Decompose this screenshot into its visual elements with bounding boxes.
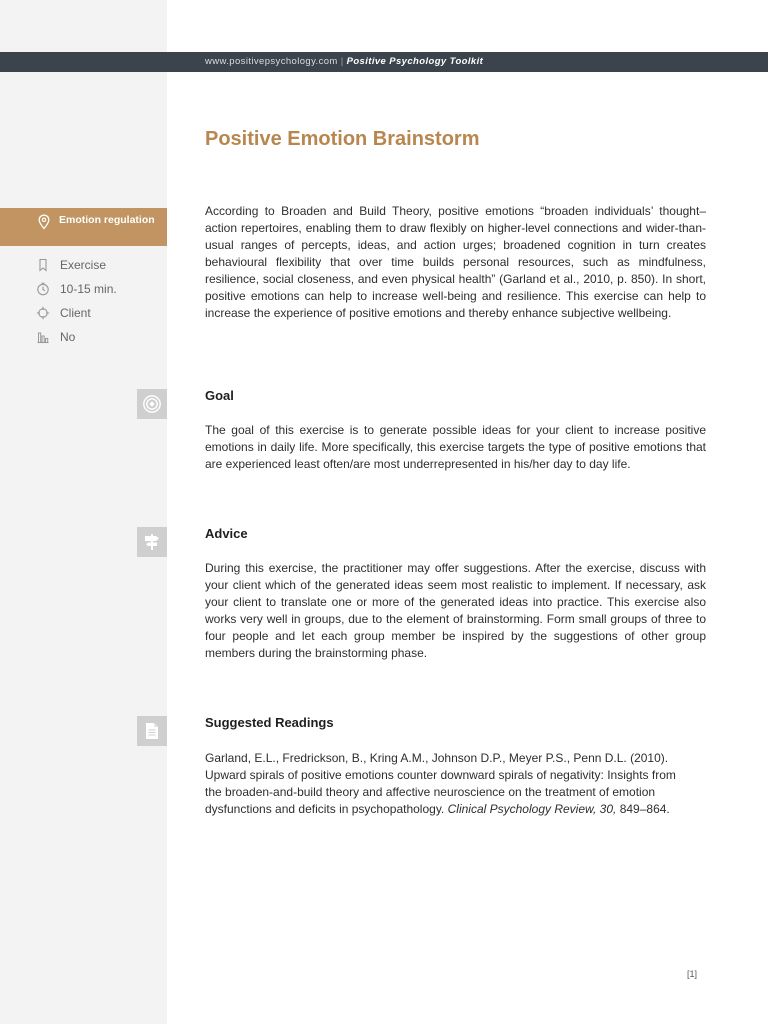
meta-duration — [36, 280, 166, 304]
advice-text: During this exercise, the practitioner may offer suggestions. After the exercise, discuss with your client which of the generated ideas seem most realistic to implement. If necessary, ask your client to translate one or more of the generated ideas into practice. This exercise also works very well in groups, due to the element of brainstorming. Form small groups of three to four people and let each group member be inspired by the suggestions of other group members during the brainstorming phase. — [205, 561, 706, 660]
citation-line: the broaden-and-build theory and affective neuroscience on the treatment of emotion — [205, 785, 656, 799]
citation-line: Garland, E.L., Fredrickson, B., Kring A.M., Johnson D.P., Meyer P.S., Penn D.L. (2010). — [205, 751, 669, 765]
exercise-meta — [36, 256, 166, 352]
sidebar — [0, 0, 167, 1024]
category-label: Emotion regulation — [59, 214, 155, 226]
goal-icon-box — [137, 389, 167, 419]
readings-heading: Suggested Readings — [205, 715, 334, 730]
meta-type — [36, 256, 166, 280]
crosshair-icon — [36, 306, 50, 320]
citation-line: Upward spirals of positive emotions counter downward spirals of negativity: Insights from — [205, 768, 676, 782]
reading-citation — [205, 750, 706, 818]
readings-icon-box — [137, 716, 167, 746]
advice-heading: Advice — [205, 526, 248, 541]
journal-name: Clinical Psychology Review, 30, — [447, 802, 617, 816]
bookmark-icon — [36, 258, 50, 272]
meta-score-label: No — [60, 330, 76, 344]
meta-audience — [36, 304, 166, 328]
meta-audience-label: Client — [60, 306, 91, 320]
location-pin-icon — [37, 214, 51, 230]
goal-heading: Goal — [205, 388, 234, 403]
citation-line — [205, 801, 706, 818]
target-icon — [142, 394, 162, 414]
document-icon — [142, 721, 162, 741]
page-title: Positive Emotion Brainstorm — [205, 128, 480, 150]
header-text — [205, 56, 483, 67]
signpost-icon — [142, 532, 162, 552]
citation-pages: 849–864. — [619, 802, 670, 816]
clock-icon — [36, 282, 50, 296]
goal-text: The goal of this exercise is to generate possible ideas for your client to increase positive emotions in daily life. More specifically, this exercise targets the type of positive emotions that are experienced least often/are most underrepresented in his/her day to day life. — [205, 423, 706, 471]
site-link[interactable]: www.positivepsychology.com — [205, 56, 338, 67]
header-separator: | — [340, 56, 344, 67]
meta-type-label: Exercise — [60, 258, 107, 272]
meta-score — [36, 328, 166, 352]
citation-text: dysfunctions and deficits in psychopathology. — [205, 802, 445, 816]
meta-duration-label: 10-15 min. — [60, 282, 117, 296]
toolkit-name: Positive Psychology Toolkit — [346, 56, 484, 67]
advice-icon-box — [137, 527, 167, 557]
intro-paragraph: According to Broaden and Build Theory, positive emotions “broaden individuals’ thought–action repertoires, enabling them to draw flexibly on higher-level connections and wider-than-usual ranges of percepts, ideas, and action urges; broadened cognition in turn creates behavioural flexibility that over time builds personal resources, such as mindfulness, resilience, social closeness, and even physical health” (Garland et al., 2010, p. 850). In short, positive emotions can help to increase well-being and resilience. This exercise can help to increase the experience of positive emotions and thereby enhance subjective wellbeing. — [205, 204, 706, 320]
bar-chart-icon — [36, 330, 50, 344]
category-badge — [0, 208, 167, 246]
page-number: [1] — [687, 969, 698, 979]
